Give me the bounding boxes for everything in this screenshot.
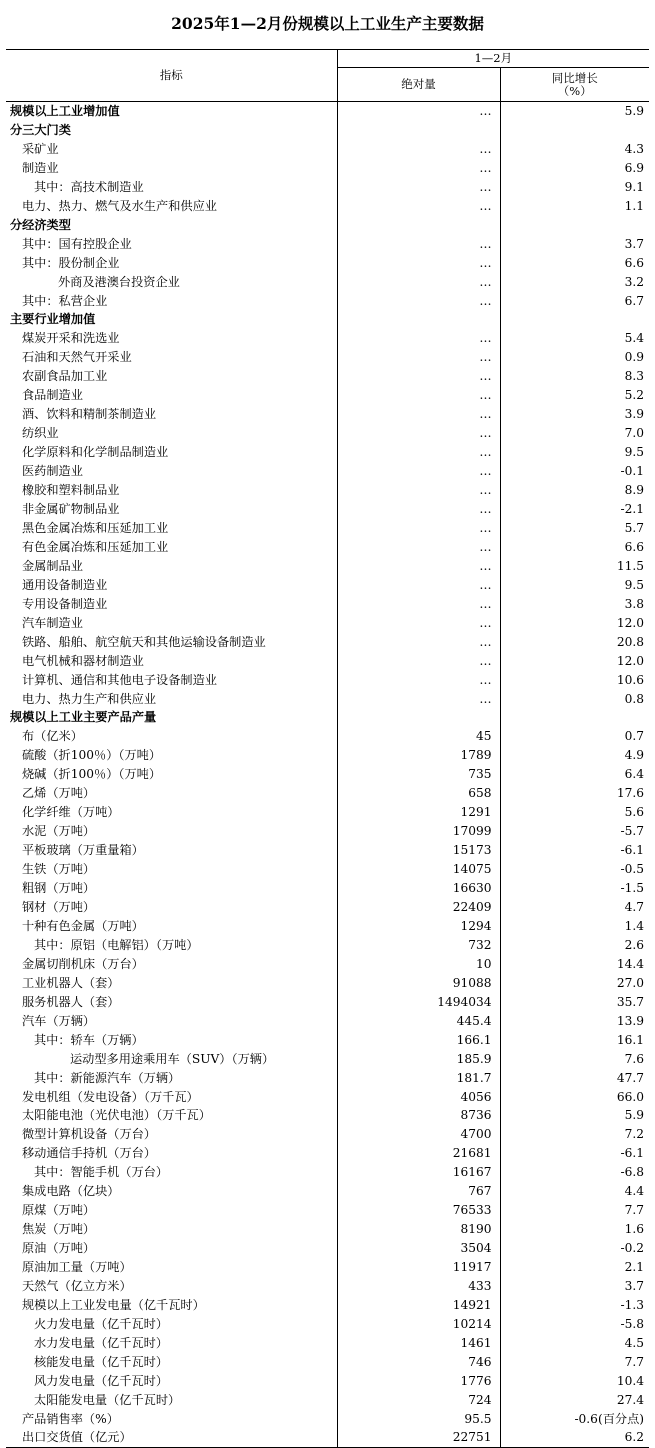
table-row xyxy=(6,651,649,670)
row-yoy-growth: 10.6 xyxy=(500,670,649,689)
row-indicator: 食品制造业 xyxy=(22,388,83,403)
row-absolute-value: 1294 xyxy=(337,916,500,935)
header-absolute: 绝对量 xyxy=(337,68,500,102)
table-row xyxy=(6,1371,649,1390)
row-indicator: 太阳能电池（光伏电池）（万千瓦） xyxy=(22,1108,211,1123)
row-absolute-value: 658 xyxy=(337,784,500,803)
row-yoy-growth: 7.7 xyxy=(500,1352,649,1371)
row-yoy-growth: 35.7 xyxy=(500,992,649,1011)
row-absolute-value: 21681 xyxy=(337,1144,500,1163)
row-absolute-value: … xyxy=(337,177,500,196)
header-indicator: 指标 xyxy=(6,50,337,102)
row-absolute-value: … xyxy=(337,367,500,386)
table-row xyxy=(6,1409,649,1428)
row-indicator: 核能发电量（亿千瓦时） xyxy=(34,1354,169,1369)
row-yoy-growth xyxy=(500,708,649,727)
row-indicator: 电气机械和器材制造业 xyxy=(22,653,144,668)
row-indicator: 天然气（亿立方米） xyxy=(22,1279,132,1294)
table-row xyxy=(6,1049,649,1068)
row-yoy-growth: -6.8 xyxy=(500,1163,649,1182)
row-indicator: 其中：新能源汽车（万辆） xyxy=(34,1070,181,1085)
row-indicator: 移动通信手持机（万台） xyxy=(22,1146,157,1161)
header-period: 1—2月 xyxy=(337,50,649,68)
table-row xyxy=(6,120,649,139)
row-indicator: 工业机器人（套） xyxy=(22,975,120,990)
row-yoy-growth: 9.1 xyxy=(500,177,649,196)
row-indicator: 酒、饮料和精制茶制造业 xyxy=(22,407,157,422)
table-row xyxy=(6,518,649,537)
row-absolute-value: … xyxy=(337,556,500,575)
row-yoy-growth: 2.1 xyxy=(500,1258,649,1277)
row-yoy-growth xyxy=(500,310,649,329)
row-absolute-value: 95.5 xyxy=(337,1409,500,1428)
row-yoy-growth: 7.0 xyxy=(500,424,649,443)
row-absolute-value: … xyxy=(337,651,500,670)
table-row xyxy=(6,879,649,898)
row-absolute-value: 16167 xyxy=(337,1163,500,1182)
row-absolute-value: … xyxy=(337,272,500,291)
row-absolute-value: 181.7 xyxy=(337,1068,500,1087)
table-row xyxy=(6,575,649,594)
table-row xyxy=(6,1390,649,1409)
row-absolute-value: … xyxy=(337,518,500,537)
table-row xyxy=(6,1068,649,1087)
row-yoy-growth: 11.5 xyxy=(500,556,649,575)
page-title: 2025年1—2月份规模以上工业生产主要数据 xyxy=(171,14,484,33)
row-yoy-growth: -0.1 xyxy=(500,462,649,481)
table-row xyxy=(6,860,649,879)
row-absolute-value: 10214 xyxy=(337,1315,500,1334)
row-yoy-growth: 16.1 xyxy=(500,1030,649,1049)
row-absolute-value: … xyxy=(337,158,500,177)
row-absolute-value: … xyxy=(337,632,500,651)
row-absolute-value: … xyxy=(337,291,500,310)
row-absolute-value xyxy=(337,310,500,329)
table-row xyxy=(6,1030,649,1049)
table-row xyxy=(6,916,649,935)
row-absolute-value: 433 xyxy=(337,1277,500,1296)
row-absolute-value: … xyxy=(337,348,500,367)
row-indicator: 运动型多用途乘用车（SUV）（万辆） xyxy=(70,1051,275,1066)
row-absolute-value: 11917 xyxy=(337,1258,500,1277)
table-row xyxy=(6,1144,649,1163)
table-row xyxy=(6,613,649,632)
table-row xyxy=(6,158,649,177)
row-yoy-growth: 3.7 xyxy=(500,1277,649,1296)
row-yoy-growth: 6.7 xyxy=(500,291,649,310)
table-row xyxy=(6,215,649,234)
row-absolute-value: 1776 xyxy=(337,1371,500,1390)
row-indicator: 铁路、船舶、航空航天和其他运输设备制造业 xyxy=(22,634,266,649)
row-absolute-value: … xyxy=(337,481,500,500)
row-yoy-growth: -1.3 xyxy=(500,1296,649,1315)
table-row xyxy=(6,746,649,765)
row-absolute-value: 22409 xyxy=(337,898,500,917)
table-row xyxy=(6,1333,649,1352)
row-absolute-value: … xyxy=(337,329,500,348)
row-yoy-growth: 8.3 xyxy=(500,367,649,386)
row-yoy-growth: 12.0 xyxy=(500,651,649,670)
table-row xyxy=(6,253,649,272)
row-indicator: 制造业 xyxy=(22,160,59,175)
row-indicator: 石油和天然气开采业 xyxy=(22,350,132,365)
table-row xyxy=(6,1201,649,1220)
row-indicator: 规模以上工业增加值 xyxy=(10,104,120,119)
row-indicator: 风力发电量（亿千瓦时） xyxy=(34,1373,169,1388)
row-yoy-growth: 1.1 xyxy=(500,196,649,215)
row-indicator: 乙烯（万吨） xyxy=(22,786,96,801)
row-absolute-value: 8736 xyxy=(337,1106,500,1125)
row-indicator: 发电机组（发电设备）（万千瓦） xyxy=(22,1089,199,1104)
row-indicator: 微型计算机设备（万台） xyxy=(22,1127,157,1142)
row-absolute-value: … xyxy=(337,443,500,462)
row-absolute-value: … xyxy=(337,500,500,519)
row-absolute-value: 445.4 xyxy=(337,1011,500,1030)
table-row xyxy=(6,670,649,689)
table-row xyxy=(6,935,649,954)
row-absolute-value: 14921 xyxy=(337,1296,500,1315)
row-indicator: 采矿业 xyxy=(22,141,59,156)
row-absolute-value: 735 xyxy=(337,765,500,784)
row-yoy-growth: -2.1 xyxy=(500,500,649,519)
table-row xyxy=(6,367,649,386)
row-yoy-growth: 66.0 xyxy=(500,1087,649,1106)
row-indicator: 水力发电量（亿千瓦时） xyxy=(34,1335,169,1350)
row-indicator: 化学原料和化学制品制造业 xyxy=(22,445,169,460)
row-absolute-value: 14075 xyxy=(337,860,500,879)
row-indicator: 金属切削机床（万台） xyxy=(22,956,144,971)
table-row xyxy=(6,139,649,158)
row-yoy-growth: 9.5 xyxy=(500,575,649,594)
table-row xyxy=(6,898,649,917)
row-indicator: 电力、热力、燃气及水生产和供应业 xyxy=(22,198,217,213)
table-row xyxy=(6,1163,649,1182)
row-indicator: 十种有色金属（万吨） xyxy=(22,918,144,933)
row-yoy-growth: 20.8 xyxy=(500,632,649,651)
row-yoy-growth: 47.7 xyxy=(500,1068,649,1087)
table-row xyxy=(6,822,649,841)
row-yoy-growth: 3.2 xyxy=(500,272,649,291)
table-row xyxy=(6,424,649,443)
row-yoy-growth: 0.7 xyxy=(500,727,649,746)
table-row xyxy=(6,973,649,992)
row-yoy-growth: 6.6 xyxy=(500,253,649,272)
row-yoy-growth: 4.7 xyxy=(500,898,649,917)
row-yoy-growth: 9.5 xyxy=(500,443,649,462)
row-absolute-value: 17099 xyxy=(337,822,500,841)
row-yoy-growth: 2.6 xyxy=(500,935,649,954)
row-indicator: 硫酸（折100％）（万吨） xyxy=(22,748,162,763)
row-indicator: 产品销售率（%） xyxy=(22,1411,119,1426)
row-indicator: 平板玻璃（万重量箱） xyxy=(22,843,144,858)
row-yoy-growth: 13.9 xyxy=(500,1011,649,1030)
row-yoy-growth: 6.6 xyxy=(500,537,649,556)
row-absolute-value: … xyxy=(337,196,500,215)
table-row xyxy=(6,954,649,973)
row-absolute-value: 10 xyxy=(337,954,500,973)
table-row xyxy=(6,1220,649,1239)
table-row xyxy=(6,102,649,121)
row-absolute-value: 76533 xyxy=(337,1201,500,1220)
row-absolute-value: 91088 xyxy=(337,973,500,992)
table-row xyxy=(6,291,649,310)
row-yoy-growth: 10.4 xyxy=(500,1371,649,1390)
row-yoy-growth: 0.8 xyxy=(500,689,649,708)
row-indicator: 黑色金属冶炼和压延加工业 xyxy=(22,520,169,535)
row-yoy-growth: 12.0 xyxy=(500,613,649,632)
row-absolute-value: 1461 xyxy=(337,1333,500,1352)
table-header xyxy=(6,50,649,102)
row-absolute-value: 1789 xyxy=(337,746,500,765)
table-row xyxy=(6,177,649,196)
row-absolute-value xyxy=(337,708,500,727)
table-row xyxy=(6,841,649,860)
row-absolute-value: … xyxy=(337,613,500,632)
row-indicator: 其中：原铝（电解铝）（万吨） xyxy=(34,937,199,952)
row-indicator: 烧碱（折100％）（万吨） xyxy=(22,767,162,782)
row-indicator: 主要行业增加值 xyxy=(10,312,96,327)
row-absolute-value: 724 xyxy=(337,1390,500,1409)
row-absolute-value: … xyxy=(337,462,500,481)
row-yoy-growth: 0.9 xyxy=(500,348,649,367)
table-row xyxy=(6,1428,649,1447)
row-indicator: 农副食品加工业 xyxy=(22,369,108,384)
row-yoy-growth: 8.9 xyxy=(500,481,649,500)
row-yoy-growth: -1.5 xyxy=(500,879,649,898)
row-yoy-growth: 1.4 xyxy=(500,916,649,935)
row-indicator: 集成电路（亿块） xyxy=(22,1184,120,1199)
row-yoy-growth: -0.2 xyxy=(500,1239,649,1258)
table-row xyxy=(6,348,649,367)
row-absolute-value: 16630 xyxy=(337,879,500,898)
row-yoy-growth: 4.9 xyxy=(500,746,649,765)
row-yoy-growth: 4.4 xyxy=(500,1182,649,1201)
row-absolute-value: 185.9 xyxy=(337,1049,500,1068)
row-indicator: 外商及港澳台投资企业 xyxy=(58,274,180,289)
table-row xyxy=(6,803,649,822)
row-indicator: 布（亿米） xyxy=(22,729,83,744)
row-absolute-value xyxy=(337,215,500,234)
table-row xyxy=(6,992,649,1011)
row-indicator: 医药制造业 xyxy=(22,464,83,479)
row-yoy-growth: 5.7 xyxy=(500,518,649,537)
row-absolute-value: 746 xyxy=(337,1352,500,1371)
row-absolute-value: … xyxy=(337,537,500,556)
table-row xyxy=(6,1125,649,1144)
table-row xyxy=(6,329,649,348)
header-yoy-unit: （%） xyxy=(557,83,592,98)
table-row xyxy=(6,405,649,424)
row-yoy-growth: -0.5 xyxy=(500,860,649,879)
row-yoy-growth: 17.6 xyxy=(500,784,649,803)
row-yoy-growth: 5.9 xyxy=(500,102,649,121)
table-row xyxy=(6,386,649,405)
row-absolute-value: 1291 xyxy=(337,803,500,822)
row-indicator: 分三大门类 xyxy=(10,122,71,137)
row-indicator: 通用设备制造业 xyxy=(22,577,108,592)
row-yoy-growth: 27.4 xyxy=(500,1390,649,1409)
row-yoy-growth: 5.2 xyxy=(500,386,649,405)
row-absolute-value: 8190 xyxy=(337,1220,500,1239)
row-yoy-growth: 6.9 xyxy=(500,158,649,177)
row-indicator: 金属制品业 xyxy=(22,558,83,573)
table-row xyxy=(6,1106,649,1125)
row-indicator: 规模以上工业发电量（亿千瓦时） xyxy=(22,1298,205,1313)
row-yoy-growth: 5.9 xyxy=(500,1106,649,1125)
row-yoy-growth: 3.8 xyxy=(500,594,649,613)
table-row xyxy=(6,1011,649,1030)
row-indicator: 太阳能发电量（亿千瓦时） xyxy=(34,1392,181,1407)
data-table xyxy=(6,49,649,1448)
row-indicator: 有色金属冶炼和压延加工业 xyxy=(22,539,169,554)
row-yoy-growth: -5.8 xyxy=(500,1315,649,1334)
row-absolute-value: … xyxy=(337,102,500,121)
row-absolute-value: 166.1 xyxy=(337,1030,500,1049)
row-absolute-value: … xyxy=(337,253,500,272)
table-row xyxy=(6,1352,649,1371)
row-indicator: 规模以上工业主要产品产量 xyxy=(10,710,157,725)
row-indicator: 原油（万吨） xyxy=(22,1241,96,1256)
row-absolute-value: 4700 xyxy=(337,1125,500,1144)
row-yoy-growth: -5.7 xyxy=(500,822,649,841)
row-indicator: 汽车制造业 xyxy=(22,615,83,630)
row-indicator: 服务机器人（套） xyxy=(22,994,120,1009)
table-row xyxy=(6,196,649,215)
row-absolute-value: 767 xyxy=(337,1182,500,1201)
table-row xyxy=(6,1087,649,1106)
row-yoy-growth: 4.3 xyxy=(500,139,649,158)
header-yoy xyxy=(500,68,649,102)
table-row xyxy=(6,1277,649,1296)
row-yoy-growth: 3.9 xyxy=(500,405,649,424)
row-indicator: 其中：股份制企业 xyxy=(22,255,120,270)
row-yoy-growth: 4.5 xyxy=(500,1333,649,1352)
row-indicator: 专用设备制造业 xyxy=(22,596,108,611)
row-indicator: 其中：轿车（万辆） xyxy=(34,1032,144,1047)
row-absolute-value: … xyxy=(337,575,500,594)
row-absolute-value xyxy=(337,120,500,139)
row-indicator: 其中：国有控股企业 xyxy=(22,236,132,251)
row-absolute-value: 15173 xyxy=(337,841,500,860)
row-indicator: 生铁（万吨） xyxy=(22,862,96,877)
row-indicator: 其中：智能手机（万台） xyxy=(34,1165,169,1180)
row-absolute-value: … xyxy=(337,670,500,689)
row-yoy-growth xyxy=(500,120,649,139)
row-absolute-value: … xyxy=(337,386,500,405)
row-absolute-value: 45 xyxy=(337,727,500,746)
table-row xyxy=(6,765,649,784)
row-indicator: 电力、热力生产和供应业 xyxy=(22,691,157,706)
row-absolute-value: … xyxy=(337,424,500,443)
table-row xyxy=(6,310,649,329)
header-yoy-label: 同比增长 xyxy=(551,70,598,85)
row-yoy-growth: 27.0 xyxy=(500,973,649,992)
table-row xyxy=(6,1258,649,1277)
row-indicator: 分经济类型 xyxy=(10,217,71,232)
table-row xyxy=(6,594,649,613)
row-absolute-value: … xyxy=(337,234,500,253)
table-row xyxy=(6,537,649,556)
row-indicator: 水泥（万吨） xyxy=(22,824,96,839)
row-yoy-growth: 5.4 xyxy=(500,329,649,348)
row-absolute-value: … xyxy=(337,139,500,158)
row-indicator: 出口交货值（亿元） xyxy=(6,1428,337,1447)
table-row xyxy=(6,443,649,462)
table-row xyxy=(6,1182,649,1201)
row-indicator: 钢材（万吨） xyxy=(22,900,96,914)
row-yoy-growth: -6.1 xyxy=(500,841,649,860)
row-indicator: 焦炭（万吨） xyxy=(22,1222,96,1237)
table-row xyxy=(6,272,649,291)
table-row xyxy=(6,708,649,727)
row-yoy-growth: 7.6 xyxy=(500,1049,649,1068)
row-absolute-value: … xyxy=(337,405,500,424)
row-yoy-growth: 6.2 xyxy=(500,1428,649,1447)
row-yoy-growth: -6.1 xyxy=(500,1144,649,1163)
table-row xyxy=(6,1315,649,1334)
table-row xyxy=(6,462,649,481)
row-absolute-value: 4056 xyxy=(337,1087,500,1106)
row-indicator: 粗钢（万吨） xyxy=(22,881,96,896)
table-row xyxy=(6,689,649,708)
table-row xyxy=(6,632,649,651)
row-indicator: 化学纤维（万吨） xyxy=(22,805,120,820)
row-yoy-growth: 1.6 xyxy=(500,1220,649,1239)
row-yoy-growth: 14.4 xyxy=(500,954,649,973)
table-row xyxy=(6,481,649,500)
table-row xyxy=(6,500,649,519)
row-indicator: 计算机、通信和其他电子设备制造业 xyxy=(22,672,217,687)
row-indicator: 非金属矿物制品业 xyxy=(22,501,120,516)
row-yoy-growth: 5.6 xyxy=(500,803,649,822)
row-absolute-value: 3504 xyxy=(337,1239,500,1258)
row-indicator: 其中：私营企业 xyxy=(22,293,108,308)
table-row xyxy=(6,727,649,746)
table-row xyxy=(6,1296,649,1315)
row-indicator: 汽车（万辆） xyxy=(22,1013,96,1028)
row-indicator: 原煤（万吨） xyxy=(22,1203,96,1218)
table-body xyxy=(6,102,649,1448)
row-indicator: 煤炭开采和洗选业 xyxy=(22,331,120,346)
row-absolute-value: … xyxy=(337,594,500,613)
row-yoy-growth: -0.6(百分点) xyxy=(500,1409,649,1428)
row-yoy-growth: 7.2 xyxy=(500,1125,649,1144)
row-yoy-growth: 6.4 xyxy=(500,765,649,784)
row-yoy-growth xyxy=(500,215,649,234)
row-indicator: 火力发电量（亿千瓦时） xyxy=(34,1316,169,1331)
row-indicator: 原油加工量（万吨） xyxy=(22,1260,132,1275)
row-yoy-growth: 3.7 xyxy=(500,234,649,253)
row-indicator: 橡胶和塑料制品业 xyxy=(22,483,120,498)
row-absolute-value: 1494034 xyxy=(337,992,500,1011)
row-indicator: 其中：高技术制造业 xyxy=(34,179,144,194)
table-row xyxy=(6,1239,649,1258)
row-absolute-value: … xyxy=(337,689,500,708)
table-row xyxy=(6,234,649,253)
table-row xyxy=(6,784,649,803)
table-row xyxy=(6,556,649,575)
row-indicator: 纺织业 xyxy=(22,426,59,441)
row-yoy-growth: 7.7 xyxy=(500,1201,649,1220)
row-absolute-value: 22751 xyxy=(337,1428,500,1447)
row-absolute-value: 732 xyxy=(337,935,500,954)
